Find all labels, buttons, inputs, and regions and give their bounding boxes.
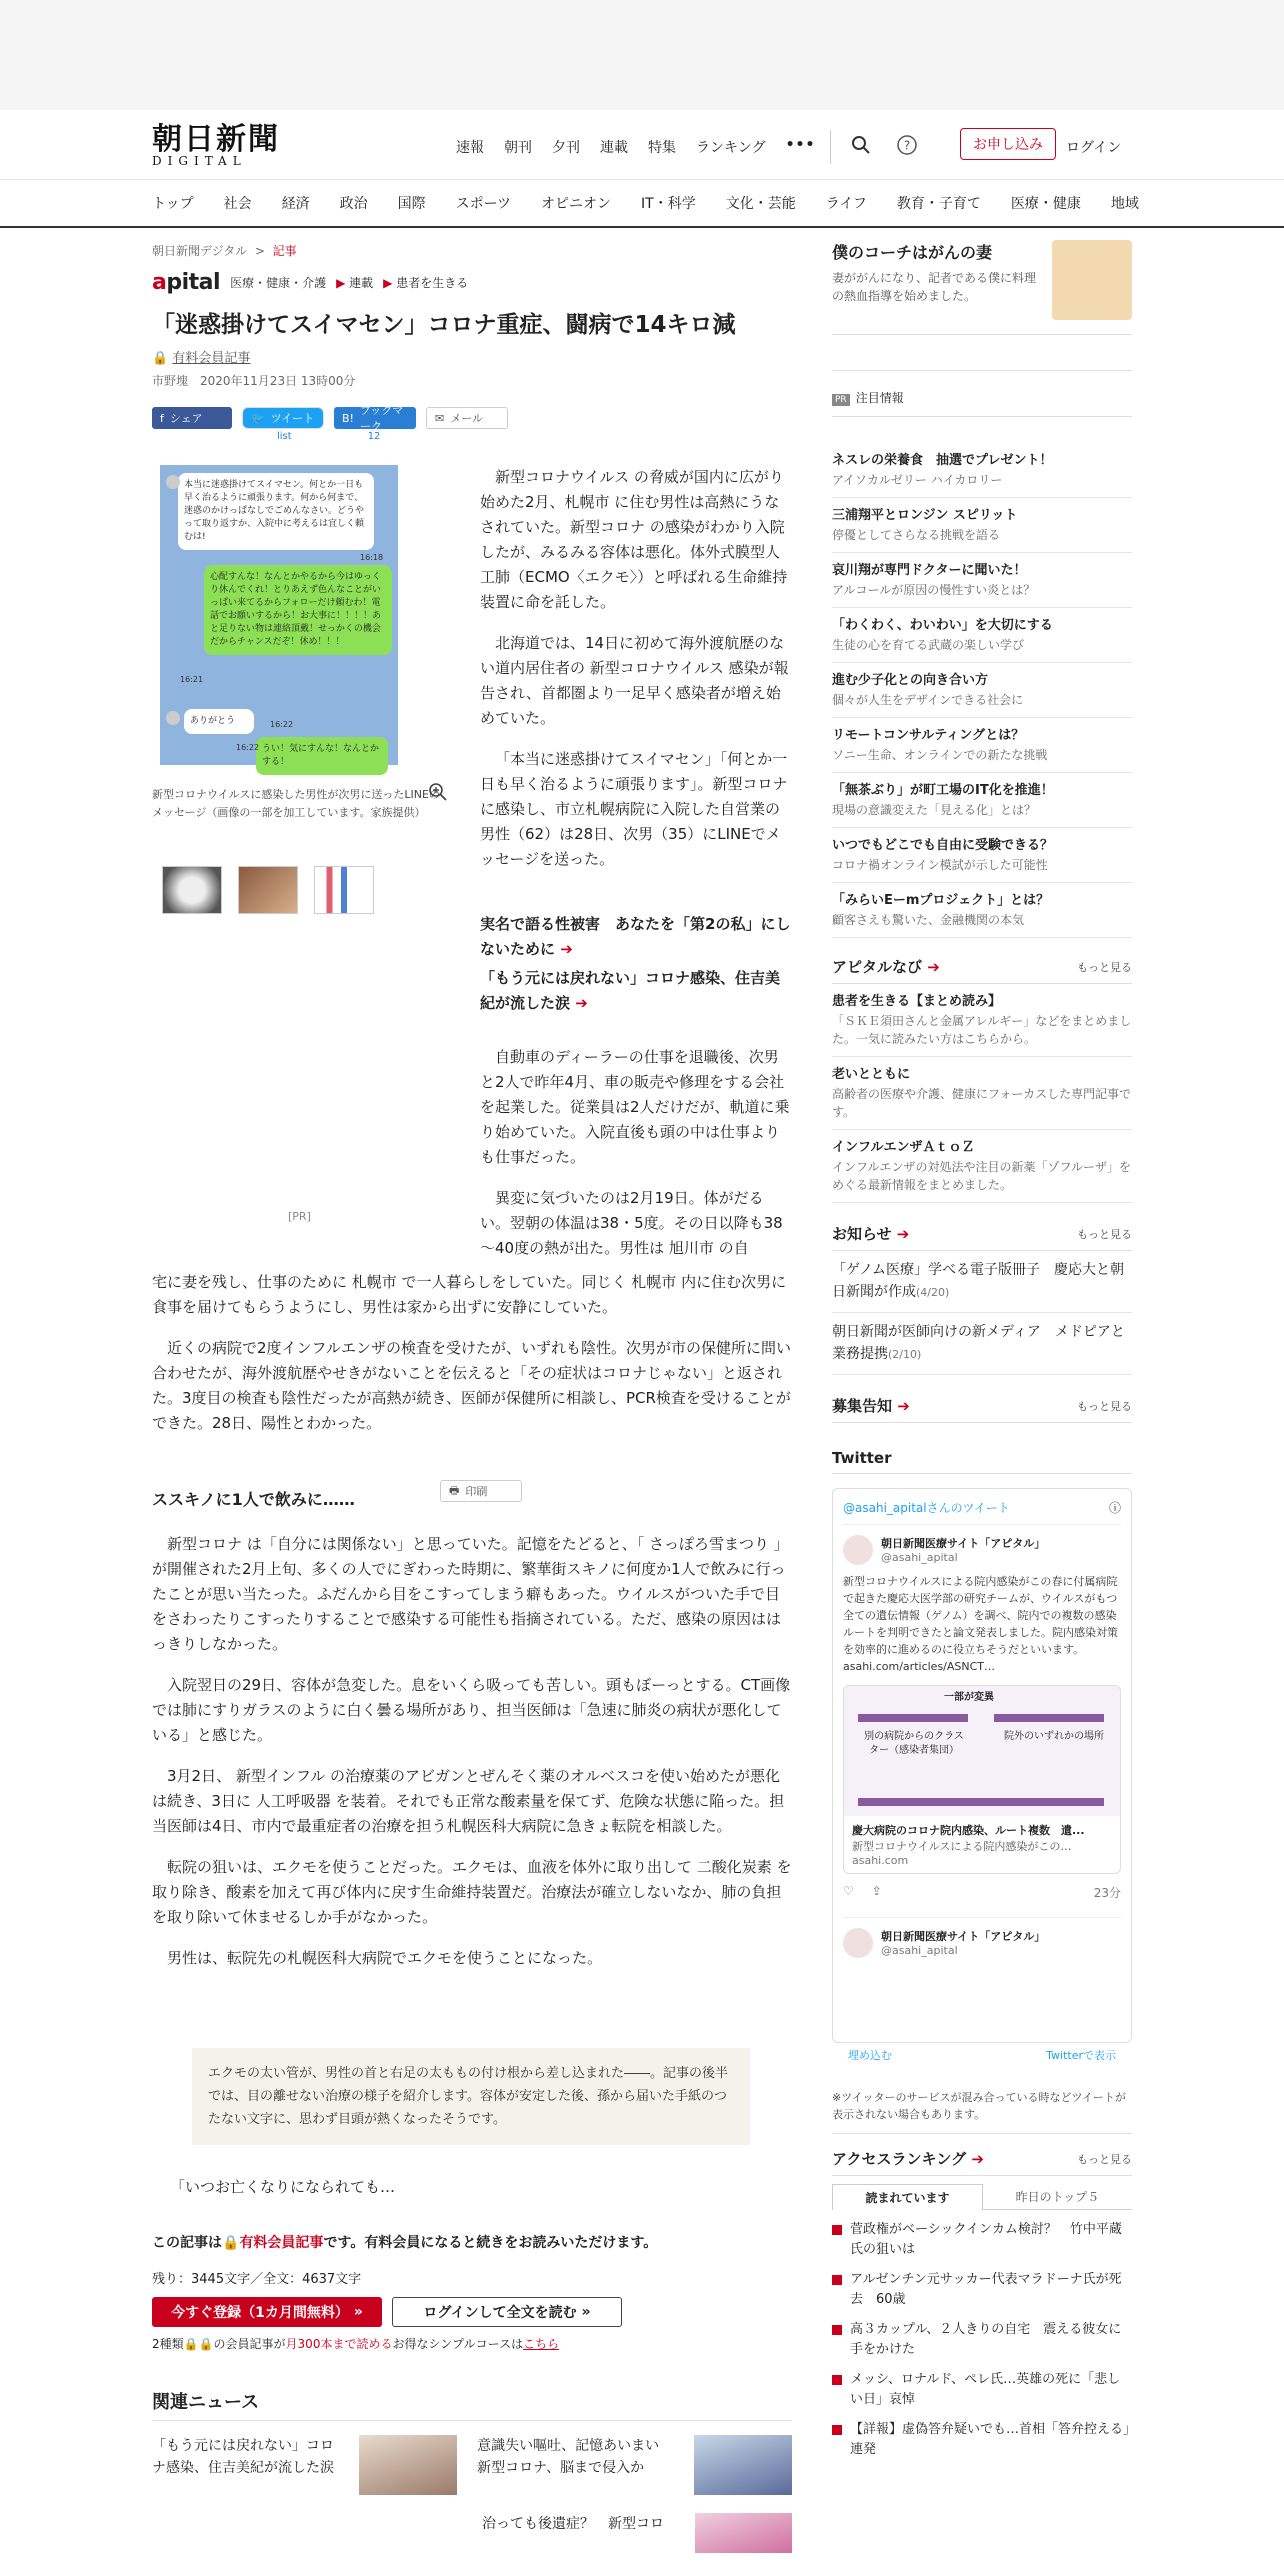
related-news: [152, 2388, 792, 2553]
share-label: シェア: [169, 412, 203, 425]
chat-time: 16:18: [360, 553, 384, 562]
promo-illustration: [1052, 240, 1132, 320]
member-label[interactable]: 有料会員記事: [172, 351, 251, 366]
embed-link[interactable]: 埋め込む: [848, 2049, 892, 2062]
tweet-card[interactable]: [843, 1685, 1121, 1874]
arrow-right-icon: ➔: [570, 994, 588, 1012]
diagram-label: 別の病院からのクラスター（感染者集団）: [864, 1731, 964, 1756]
cat-culture[interactable]: 文化・芸能: [725, 196, 796, 212]
navi-item[interactable]: [832, 984, 1132, 1057]
twitter-icon: 🐦: [251, 411, 265, 425]
breadcrumb-home[interactable]: 朝日新聞デジタル: [152, 244, 248, 258]
pr-item[interactable]: [832, 553, 1132, 608]
view-on-twitter-link[interactable]: Twitterで表示: [1046, 2049, 1116, 2062]
ranking-item-title: 菅政権がベーシックインカム検討？ 竹中平蔵氏の狙いは: [850, 2222, 1122, 2257]
ranking-item[interactable]: [832, 2220, 1132, 2260]
diagram-label: 院外のいずれかの場所: [1004, 1731, 1104, 1742]
pr-item-desc: 個々が人生をデザインできる社会に: [832, 693, 1024, 707]
recruit-header: [832, 1395, 1132, 1423]
more-menu-icon[interactable]: •••: [785, 137, 816, 153]
share-twitter-button[interactable]: [242, 407, 324, 429]
share-counts: [152, 431, 792, 442]
tweet-card-title: 慶大病院のコロナ院内感染、ルート複数 遺...: [852, 1824, 1085, 1837]
paywall-member-label: 有料会員記事: [239, 2235, 324, 2251]
article-summary-box: エクモの太い管が、男性の首と右足の太ももの付け根から差し込まれた――。記事の後半では、目の離せない治療の様子を紹介します。容体が安定した後、孫から届いた手紙のつたない文字に、思わず目頭が熱くなったそうです。: [192, 2048, 750, 2145]
byline: 市野塊 2020年11月23日 13時00分: [152, 374, 356, 388]
caption-text: 新型コロナウイルスに感染した男性が次男に送ったLINEのメッセージ（画像の一部を加工しています。家族提供）: [152, 788, 440, 819]
apital-logo-text: pital: [166, 270, 221, 295]
apital-navi-title: [832, 956, 940, 977]
cat-society[interactable]: 社会: [223, 196, 252, 212]
paragraph: 入院翌日の29日、容体が急変した。息をいくら吸っても苦しい。頭もぼーっとする。CT画像では肺にすりガラスのように白く曇る場所があり、担当医師は「急速に肺炎の病状が悪化している」と感じた。: [152, 1676, 791, 1744]
paywall-notice: [152, 2232, 792, 2252]
tweet-header: [843, 1917, 1121, 1958]
print-button[interactable]: [440, 1480, 522, 1502]
related-news-title: 関連ニュース: [152, 2388, 792, 2421]
twitter-section-title: Twitter: [832, 1449, 1132, 1474]
related-news-item[interactable]: 治っても後遺症？ 新型コロ: [482, 2516, 664, 2532]
paragraph: 3月2日、 新型インフル の治療薬のアビガンとぜんそく薬のオルベスコを使い始めたが悪化は続き、3日に 人工呼吸器 を装着。それでも正常な酸素量を保てず、危険な状態に陥った。担当医師は4日、市内で最重症者の治療を担う札幌医科大病院に急きょ転院を相談した。: [152, 1767, 785, 1835]
cat-top[interactable]: トップ: [152, 196, 194, 212]
pr-item-desc: 現場の意識変えた「見える化」とは？: [832, 803, 1037, 817]
promo-desc: 妻ががんになり、記者である僕に料理の熱血指導を始めました。: [832, 271, 1037, 303]
paywall: [152, 2232, 792, 2352]
share-facebook-button[interactable]: [152, 407, 232, 429]
cat-sports[interactable]: スポーツ: [455, 196, 512, 212]
pr-badge: PR: [832, 394, 850, 406]
register-button[interactable]: [152, 2297, 382, 2327]
arrow-right-icon: ➔: [891, 1225, 910, 1243]
cat-education[interactable]: 教育・子育て: [896, 196, 981, 212]
member-badge: [152, 347, 792, 366]
pr-item[interactable]: [832, 883, 1132, 938]
article-body-continued: [152, 1532, 792, 1987]
tweet-card-site: asahi.com: [852, 1854, 909, 1867]
pr-label: [PR]: [288, 1210, 311, 1223]
news-item[interactable]: [832, 1251, 1132, 1313]
nav-tokushu[interactable]: 特集: [648, 140, 676, 156]
news-item-date: (2/10): [888, 1348, 922, 1361]
related-link-1[interactable]: [480, 912, 792, 962]
rank-marker: [832, 2225, 842, 2235]
thumbnail[interactable]: [162, 866, 222, 914]
plan-text: 2種類: [152, 2337, 184, 2351]
breadcrumb: [152, 242, 297, 259]
zoom-icon[interactable]: [428, 782, 448, 802]
sidebar: [832, 240, 1132, 2470]
lock-icon: 🔒: [222, 2235, 240, 2251]
apital-link-rensai[interactable]: 連載: [349, 276, 374, 290]
nav-ranking[interactable]: ランキング: [696, 140, 766, 156]
pr-item-desc: 生徒の心を育てる武蔵の楽しい学び: [832, 638, 1025, 652]
hatena-icon: B!: [342, 411, 354, 425]
cat-health[interactable]: 医療・健康: [1010, 196, 1081, 212]
ranking-title-text: アクセスランキング: [832, 2150, 967, 2168]
pr-item-desc: 顧客さえも驚いた、金融機関の本気: [832, 913, 1025, 927]
photo-thumbnails: [162, 866, 374, 914]
tweet-author: [881, 1535, 1045, 1565]
sidebar-spacer: [832, 335, 1132, 371]
tweet-account-name[interactable]: 朝日新聞医療サイト「アピタル」: [881, 1930, 1046, 1943]
news-title-text: お知らせ: [832, 1225, 892, 1243]
navi-item-title: 老いとともに: [832, 1067, 911, 1082]
cat-region[interactable]: 地域: [1110, 196, 1139, 212]
news-item[interactable]: [832, 1313, 1132, 1375]
apital-navi-header: [832, 956, 1132, 984]
navi-item-title: 患者を生きる【まとめ読み】: [832, 994, 1002, 1009]
tweet-account-handle: @asahi_apital: [881, 1944, 958, 1957]
share-mail-button[interactable]: [426, 407, 508, 429]
share-label: ツイート: [270, 412, 315, 425]
more-link[interactable]: もっと見る: [1077, 2152, 1132, 2166]
ranking-item-title: アルゼンチン元サッカー代表マラドーナ氏が死去 60歳: [850, 2272, 1122, 2307]
article-body-mid: [480, 1045, 792, 1261]
avatar: [166, 711, 180, 725]
twitter-timeline-header: [843, 1499, 1121, 1525]
triangle-icon: ▶: [336, 276, 346, 290]
article-body-lower: [152, 1270, 792, 1452]
related-news-thumbnail[interactable]: [359, 2435, 457, 2495]
ranking-item[interactable]: [832, 2420, 1132, 2460]
pr-item-title: 「わくわく、わいわい」を大切にする: [832, 618, 1053, 633]
promo-title: 僕のコーチはがんの妻: [832, 243, 993, 262]
category-nav: [0, 180, 1284, 228]
pr-item-title: ネスレの栄養食 抽選でプレゼント！: [832, 453, 1053, 468]
tweet-actions: [843, 1884, 1121, 1901]
diagram-bar: [858, 1798, 1104, 1806]
navi-item-desc: 高齢者の医療や介護、健康にフォーカスした専門記事です。: [832, 1087, 1132, 1119]
recruit-title: [832, 1395, 910, 1416]
pr-item[interactable]: [832, 608, 1132, 663]
paywall-buttons: [152, 2297, 792, 2327]
news-item-title: 朝日新聞が医師向けの新メディア メドピアと業務提携: [832, 1324, 1125, 1362]
tweet-avatar[interactable]: [843, 1535, 873, 1565]
arrow-right-icon: ➔: [555, 940, 573, 958]
cat-politics[interactable]: 政治: [339, 196, 368, 212]
cat-international[interactable]: 国際: [397, 196, 426, 212]
ranking-item[interactable]: [832, 2270, 1132, 2310]
news-item-title: 「ゲノム医療」学べる電子版冊子 慶応大と朝日新聞が作成: [832, 1262, 1125, 1300]
pr-item-desc: アルコールが原因の慢性すい炎とは？: [832, 583, 1036, 597]
pr-item[interactable]: [832, 663, 1132, 718]
related-news-thumbnail[interactable]: [695, 2513, 792, 2553]
tab-most-read[interactable]: 読まれています: [832, 2184, 983, 2210]
more-link[interactable]: もっと見る: [1077, 960, 1132, 974]
search-icon[interactable]: [850, 134, 872, 156]
chat-message-4: うい！気にすんな！なんとかする！: [256, 737, 388, 775]
register-button-label: 今すぐ登録（1カ月間無料）: [171, 2305, 349, 2321]
navi-item[interactable]: [832, 1057, 1132, 1130]
navi-item-title: インフルエンザＡｔｏＺ: [832, 1140, 975, 1155]
pr-item-title: 進む少子化との向き合い方: [832, 673, 989, 688]
ranking-item-title: 【詳報】虚偽答弁疑いでも…首相「答弁控える」連発: [850, 2422, 1130, 2457]
login-read-button[interactable]: [392, 2297, 622, 2327]
apital-header: [152, 270, 792, 295]
paragraph: 異変に気づいたのは2月19日。体がだるい。翌朝の体温は38・5度。その日以降も38～40度の熱が出た。男性は 旭川市 の自: [480, 1189, 783, 1257]
double-chevron-icon: »: [576, 2304, 591, 2320]
pr-item-desc: アイソカルゼリー ハイカロリー: [832, 473, 1003, 487]
pr-section-label: [832, 389, 1132, 417]
related-news-row: [482, 2513, 792, 2553]
navi-item-desc: インフルエンザの対処法や注目の新薬「ゾフルーザ」をめぐる最新情報をまとめました。: [832, 1160, 1132, 1192]
ranking-title: [832, 2148, 984, 2169]
paragraph: 転院の狙いは、エクモを使うことだった。エクモは、血液を体外に取り出して 二酸化炭素 を取り除き、酸素を加えて再び体内に戻す生命維持装置だ。治療法が確立しないなか、肺の負担を取り除いて休ませるしか手がなかった。: [152, 1858, 792, 1926]
chat-message-1: 本当に迷惑掛けてスイマセン。何とか一日も早く治るように頑張ります。何から何まで、迷惑のかけっぱなしでごめんなさい。どうやって取り返すか、入院中に考えるは宜しく頼むは!: [178, 473, 374, 550]
related-link-text: 「もう元には戻れない」コロナ感染、住吉美紀が流した涙: [480, 969, 781, 1012]
related-link-2[interactable]: [480, 966, 792, 1016]
section-heading: ススキノに1人で飲みに……: [152, 1490, 355, 1509]
paragraph: 新型コロナウイルス の脅威が国内に広がり始めた2月、札幌市 に住む男性は高熱にうなされていた。新型コロナ の感染がわかり入院したが、みるみる容体は悪化。体外式膜型人工肺（ECMO〈エクモ〉）と呼ばれる生命維持装置に命を託した。: [480, 468, 788, 611]
share-label: 印刷: [465, 1485, 488, 1498]
char-count: 残り：3445文字／全文：4637文字: [152, 2272, 362, 2287]
news-title: [832, 1223, 909, 1244]
cat-it-science[interactable]: IT・科学: [641, 196, 696, 212]
rank-marker: [832, 2325, 842, 2335]
pr-item-title: 哀川翔が専門ドクターに聞いた！: [832, 563, 1027, 578]
breadcrumb-separator: >: [254, 244, 265, 258]
info-icon[interactable]: ⓘ: [1108, 1501, 1121, 1515]
pr-item-title: リモートコンサルティングとは？: [832, 728, 1025, 743]
site-header: [0, 110, 1284, 180]
pr-item-desc: ソニー生命、オンラインでの新たな挑戦: [832, 748, 1048, 762]
share-label: メール: [450, 412, 483, 425]
paragraph: 新型コロナ は「自分には関係ない」と思っていた。記憶をたどると、「 さっぽろ雪まつり 」が開催された2月上旬、多くの人でにぎわった時期に、繁華街スキノに何度か1人で飲みに行ったことが思い当たった。ふだんから目をこすってしまう癖もあった。ウイルスがついた手で目をさわったりこすったりすることで感染する可能性も指摘されている。ただ、感染の原因ははっきりしなかった。: [152, 1535, 789, 1653]
twitter-handle[interactable]: @asahi_apitalさんのツイート: [843, 1501, 1010, 1515]
navi-item-desc: 「ＳＫＥ須田さんと金属アレルギー」などをまとめました。一気に読みたい方はこちらから。: [832, 1014, 1132, 1046]
rank-marker: [832, 2375, 842, 2385]
pr-label-text: 注目情報: [855, 391, 904, 405]
paragraph: 宅に妻を残し、仕事のために 札幌市 で一人暮らしをしていた。同じく 札幌市 内に住む次男に食事を届けてもらうようにし、男性は家から出ずに安静にしていた。: [152, 1273, 787, 1316]
lock-icon: 🔒: [152, 351, 169, 366]
pr-item-desc: コロナ禍オンライン模試が示した可能性: [832, 858, 1048, 872]
cat-economy[interactable]: 経済: [281, 196, 310, 212]
tweet-text: 新型コロナウイルスによる院内感染がこの春に付属病院で起きた慶応大医学部の研究チームが、ウイルスがもつ全ての遺伝情報（ゲノム）を調べ、院内での複数の感染ルートを判明できたと論文発表しました。院内感染対策を効率的に進めるのに役立ちそうだといいます。asahi.com/articles/ASNCT…: [843, 1575, 1118, 1673]
share-label: ブックマーク: [359, 404, 404, 433]
subscribe-button[interactable]: お申し込み: [960, 128, 1056, 160]
rank-marker: [832, 2275, 842, 2285]
global-nav: [456, 137, 815, 157]
logo-title: 朝日新聞: [152, 122, 280, 157]
chat-time: 16:22: [236, 743, 260, 752]
breadcrumb-current: 記事: [272, 244, 297, 258]
chat-time: 16:22: [270, 720, 294, 729]
pr-item-title: 三浦翔平とロンジン スピリット: [832, 508, 1018, 523]
ranking-item[interactable]: [832, 2320, 1132, 2360]
share-hatena-button[interactable]: [334, 404, 416, 433]
pr-list: [832, 443, 1132, 938]
tweet-time[interactable]: 23分: [1093, 1886, 1121, 1900]
promo-text: [832, 240, 1042, 320]
twitter-timeline: [832, 1488, 1132, 2043]
apital-link-kanja[interactable]: 患者を生きる: [396, 276, 469, 290]
related-news-row: [152, 2435, 792, 2495]
chat-time: 16:21: [180, 675, 204, 684]
line-screenshot-photo[interactable]: [160, 465, 398, 765]
navi-item[interactable]: [832, 1130, 1132, 1203]
pr-item[interactable]: [832, 828, 1132, 883]
photo-caption: [152, 786, 442, 822]
plan-highlight: 月300本まで読める: [285, 2337, 393, 2351]
twitter-footer: [832, 2047, 1132, 2063]
teaser-line: 「いつお亡くなりになられても…: [170, 2178, 396, 2196]
news-item-date: (4/20): [916, 1286, 950, 1299]
related-news-item[interactable]: 「もう元には戻れない」コロナ感染、住吉美紀が流した涙: [152, 2438, 334, 2476]
top-ad-band: [0, 0, 1284, 110]
lock-icon: 🔒🔒: [183, 2337, 214, 2351]
plan-notice: [152, 2335, 792, 2352]
rank-marker: [832, 2425, 842, 2435]
login-read-button-label: ログインして全文を読む: [423, 2305, 577, 2321]
facebook-icon: f: [160, 411, 164, 425]
tweet-account-name[interactable]: 朝日新聞医療サイト「アピタル」: [881, 1537, 1046, 1550]
mail-icon: ✉: [435, 411, 445, 425]
related-news-thumbnail[interactable]: [694, 2435, 792, 2495]
tweet-account-handle: @asahi_apital: [881, 1551, 958, 1564]
paywall-text: です。有料会員になると続きをお読みいただけます。: [323, 2235, 658, 2251]
cat-life[interactable]: ライフ: [825, 196, 867, 212]
tweet-header: [843, 1535, 1121, 1565]
thumbnail[interactable]: [238, 866, 298, 914]
ranking-item-title: メッシ、ロナルド、ペレ氏…英雄の死に「悲しい日」哀悼: [850, 2372, 1121, 2407]
avatar: [166, 475, 180, 489]
arrow-right-icon: ➔: [892, 1397, 910, 1415]
paragraph: 近くの病院で2度インフルエンザの検査を受けたが、いずれも陰性。次男が市の保健所に問い合わせたが、海外渡航歴やせきがないことを伝えると「その症状はコロナじゃない」と返された。3度目の検査も陰性だったが高熱が続き、医師が保健所に相談し、PCR検査を受けることができた。28日、陽性とわかった。: [152, 1339, 791, 1432]
apital-navi-title-text: アピタルなび: [832, 958, 923, 976]
triangle-icon: ▶: [383, 276, 393, 290]
pr-item-title: いつでもどこでも自由に受験できる？: [832, 838, 1054, 853]
hatena-count[interactable]: 12: [367, 431, 381, 442]
tab-yesterday-top5[interactable]: 昨日のトップ５: [983, 2184, 1132, 2210]
tweet-avatar[interactable]: [843, 1928, 873, 1958]
ranking-item[interactable]: [832, 2370, 1132, 2410]
pr-item[interactable]: [832, 718, 1132, 773]
arrow-right-icon: ➔: [966, 2150, 984, 2168]
print-icon: 🖶: [449, 1483, 460, 1497]
article-title: 「迷惑掛けてスイマセン」コロナ重症、闘病で14キロ減: [152, 312, 736, 338]
paywall-text: この記事は: [152, 2235, 222, 2251]
plan-text: の会員記事が: [213, 2337, 286, 2351]
paragraph: 男性は、転院先の札幌医科大病院でエクモを使うことになった。: [167, 1949, 603, 1967]
thumbnail[interactable]: [314, 866, 374, 914]
svg-text:?: ?: [903, 138, 911, 153]
ranking-tabs: [832, 2184, 1132, 2210]
ranking-item-title: 高３カップル、２人きりの自宅 震える彼女に手をかけた: [850, 2322, 1122, 2357]
nav-rensai[interactable]: 連載: [600, 140, 628, 156]
nav-sokuho[interactable]: 速報: [456, 140, 484, 156]
twitter-count[interactable]: list: [277, 431, 292, 442]
apital-tagline: 医療・健康・介護: [230, 276, 327, 290]
tweet-card-image: [844, 1686, 1120, 1816]
pr-item[interactable]: [832, 443, 1132, 498]
diagram-bar: [858, 1714, 968, 1722]
arrow-right-icon: ➔: [922, 958, 940, 976]
recruit-title-text: 募集告知: [832, 1397, 893, 1415]
logo-subtitle: DIGITAL: [152, 154, 247, 168]
pr-item-desc: 停優としてさらなる挑戦を語る: [832, 528, 1001, 542]
plan-link[interactable]: こちら: [523, 2337, 560, 2351]
apital-logo-mark: a: [152, 270, 167, 295]
ranking-list: [832, 2220, 1132, 2460]
tweet-card-desc: 新型コロナウイルスによる院内感染がこの…: [852, 1840, 1072, 1853]
article-body-upper: [480, 465, 792, 888]
chat-message-2: 心配すんな！なんとかやるから今はゆっくり休んでくれ！とりあえず色んなことがいっぱい来てるからフォローだけ頼むわ！電話でお願いするから！お大事に！！！！あと足りない物は連絡頂戴！せっかくの機会だからチャンスだぞ！休め！！！: [204, 565, 392, 655]
diagram-bar: [994, 1714, 1104, 1722]
paragraph: 自動車のディーラーの仕事を退職後、次男と2人で昨年4月、車の販売や修理をする会社を起業した。従業員は2人だけだが、軌道に乗り始めていた。入院直後も頭の中は仕事よりも仕事だった。: [480, 1048, 790, 1166]
related-news-item[interactable]: 意識失い嘔吐、記憶あいまい 新型コロナ、脳まで侵入か: [477, 2438, 674, 2476]
diagram-label: 一部が変異: [944, 1692, 994, 1703]
more-link[interactable]: もっと見る: [1077, 1227, 1132, 1241]
paragraph: 北海道では、14日に初めて海外渡航歴のない道内居住者の 新型コロナウイルス 感染が報告され、首都圏より一足早く感染者が増え始めていた。: [480, 634, 789, 727]
help-icon[interactable]: [896, 134, 918, 156]
ranking-header: [832, 2148, 1132, 2176]
cat-opinion[interactable]: オピニオン: [541, 196, 612, 212]
twitter-note: ※ツイッターのサービスが混み合っている時などツイートが表示されない場合もあります。: [832, 2089, 1132, 2134]
pr-item-title: 「無茶ぶり」が町工場のIT化を推進！: [832, 783, 1054, 798]
share-icon[interactable]: ⇪: [871, 1884, 882, 1898]
heart-icon[interactable]: ♡: [843, 1884, 854, 1898]
asahi-logo[interactable]: [152, 124, 282, 168]
pr-item[interactable]: [832, 498, 1132, 553]
tweet-card-body: [844, 1816, 1120, 1873]
news-header: [832, 1223, 1132, 1251]
plan-text: お得なシンプルコースは: [392, 2337, 524, 2351]
related-link-text: 実名で語る性被害 あなたを「第2の私」にしないために: [480, 915, 791, 958]
chat-message-3: ありがとう: [184, 709, 254, 734]
nav-choukan[interactable]: 朝刊: [504, 140, 532, 156]
nav-yukan[interactable]: 夕刊: [552, 140, 580, 156]
paragraph: 「本当に迷惑掛けてスイマセン」「何とか一日も早く治るように頑張ります」。新型コロナ に感染し、市立札幌病院に入院した自営業の男性（62）は28日、次男（35）にLINEでメッセージを送った。: [480, 750, 788, 868]
pr-item-title: 「みらいEーmプロジェクト」とは？: [832, 893, 1050, 908]
apital-logo[interactable]: [152, 270, 220, 295]
login-link[interactable]: ログイン: [1066, 140, 1122, 156]
double-chevron-icon: »: [348, 2304, 363, 2320]
more-link[interactable]: もっと見る: [1077, 1399, 1132, 1413]
tweet-author: [881, 1928, 1045, 1958]
header-divider: [830, 130, 831, 164]
pr-item[interactable]: [832, 773, 1132, 828]
sidebar-promo[interactable]: [832, 240, 1132, 335]
